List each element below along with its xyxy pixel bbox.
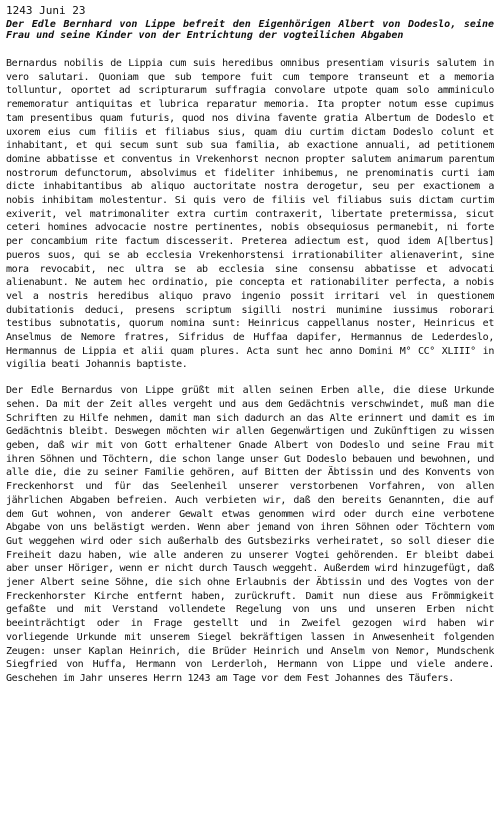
- latin-text: Bernardus nobilis de Lippia cum suis heredibus omnibus presentiam visuris salutem in vero salutari. Quoniam que sub tempore fuit cum tempore transeunt et a memoria tolluntur, oportet ad scripturarum suffragia convolare utpote quam solo amminiculo rememoratur antiquitas et lubrica reparatur memoria. Ita propter notum esse cupimus tam presentibus quam futuris, quod nos divina favente gratia Albertum de Dodeslo et uxorem eius cum filiis et filiabus sius, quam diu curtim dictam Dodeslo colunt et inhabitant, et qui secum sunt sub sua familia, ab exactione annuali, ad petitionem domine abbatisse et conventus in Vrekenhorst necnon propter salutem animarum parentum nostrorum defunctorum, absolvimus et fideliter inhibemus, ne prenominatis curti iam dicte inhabitantibus ab aliquo auctoritate nostra derogetur, seu per exactionem a nobis inhibitam molestentur. Si quis vero de filiis vel filiabus suis dictam curtim exiverit, vel matrimonaliter extra curtim contraxerit, libertate pretermissa, sicut ceteri homines advocacie nostre pertinentes, nobis obsequiosus permanebit, ni forte per concambium rite factum discesserit. Preterea adiectum est, quod idem A[lbertus] pueros suos, qui se ab ecclesia Vrekenhorstensi irrationabiliter alienaverint, sine mora revocabit, nec ultra se ab ecclesia sine consensu abbatisse et advocati alienabunt. Ne autem hec ordinatio, pie concepta et rationabiliter perfecta, a nobis vel a nostris heredibus aliquo pravo ingenio possit irritari vel in questionem dubitationis deduci, presens scriptum sigilli nostri munimine iussimus roborari testibus subnotatis, quorum nomina sunt: Heinricus cappellanus noster, Heinricus et Anselmus de Nemore fratres, Sifridus de Huffaa dapifer, Hermannus de Lederdeslo, Hermannus de Lippia et alii quam plures. Acta sunt hec anno Domini M° CC° XLIII° in vigilia beati Johannis baptiste.: [6, 58, 494, 371]
- document-heading: Der Edle Bernhard von Lippe befreit den Eigenhörigen Albert von Dodeslo, seine Frau und seine Kinder von der Entrichtung der vogteilichen Abgaben: [6, 19, 494, 41]
- german-translation: Der Edle Bernardus von Lippe grüßt mit allen seinen Erben alle, die diese Urkunde sehen. Da mit der Zeit alles vergeht und aus dem Gedächtnis verschwindet, muß man die Schriften zu Hilfe nehmen, damit man sich dadurch an das Alte erinnert und damit es im Gedächtnis bleibt. Deswegen möchten wir allen Gegenwärtigen und Zukünftigen zu wissen geben, daß wir mit von Gott erhaltener Gnade Albert von Dodeslo und seine Frau mit ihren Söhnen und Töchtern, die schon lange unser Gut Dodeslo bebauen und bewohnen, und alle die, die zu seiner Familie gehören, auf Bitten der Äbtissin und des Konvents von Freckenhorst und für das Seelenheil unserer verstorbenen Vorfahren, von allen jährlichen Abgaben befreien. Auch verbieten wir, daß den bereits Genannten, die auf dem Gut wohnen, von anderer Gewalt etwas genommen wird oder durch eine verbotene Abgabe von uns belästigt werden. Wenn aber jemand von ihren Söhnen oder Töchtern vom Gut weggehen wird oder sich außerhalb des Gutsbezirks verheiratet, so soll dieser die Freiheit dazu haben, wie alle anderen zu unserer Vogtei gehörenden. Er bleibt dabei aber unser Höriger, wenn er nicht durch Tausch weggeht. Außerdem wird hinzugefügt, daß jener Albert seine Söhne, die sich ohne Erlaubnis der Äbtissin und des Vogtes von der Freckenhorster Kirche entfernt haben, zurückruft. Damit nun diese aus Frömmigkeit gefaßte und mit Verstand vollendete Regelung von uns und unseren Erben nicht beeinträchtigt oder in Frage gestellt und in Zweifel gezogen wird haben wir vorliegende Urkunde mit unserem Siegel bekräftigen lassen in Anwesenheit folgenden Zeugen: unser Kaplan Heinrich, die Brüder Heinrich und Anselm von Nemor, Mundschenk Siegfried von Huffa, Hermann von Lerderloh, Hermann von Lippe und viele andere. Geschehen im Jahr unseres Herrn 1243 am Tage vor dem Fest Johannes des Täufers.: [6, 385, 494, 684]
- document-date: 1243 Juni 23: [6, 4, 86, 17]
